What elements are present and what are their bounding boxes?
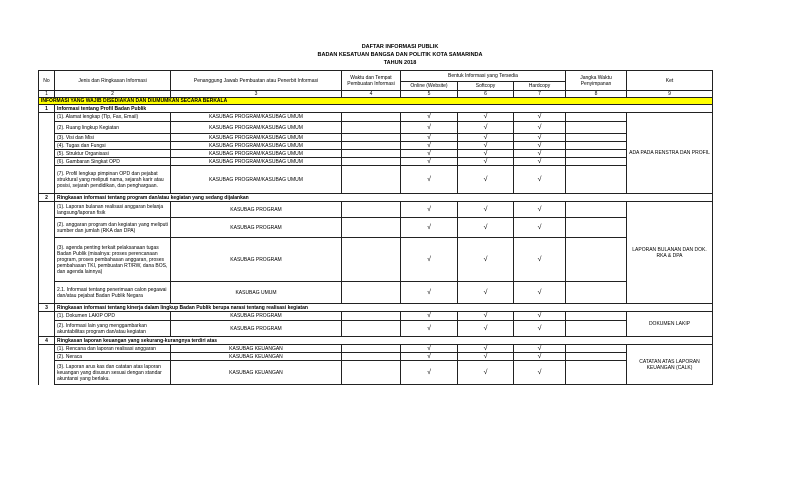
retention-period — [566, 218, 627, 238]
ket-note: ADA PADA RENSTRA DAN PROFIL — [627, 113, 713, 194]
header-penanggung: Penanggung Jawab Pembuatan atau Penerbit Informasi — [171, 71, 342, 91]
table-row — [39, 361, 713, 385]
retention-period — [566, 158, 627, 166]
column-number: 5 — [401, 91, 458, 98]
time-place — [342, 312, 401, 321]
header-no: No — [39, 71, 55, 91]
retention-period — [566, 202, 627, 218]
softcopy-check: √ — [458, 312, 514, 321]
retention-period — [566, 142, 627, 150]
softcopy-check: √ — [458, 142, 514, 150]
time-place — [342, 238, 401, 282]
hardcopy-check: √ — [514, 238, 566, 282]
responsible-party: KASUBAG PROGRAM/KASUBAG UMUM — [171, 158, 342, 166]
item-description: (7). Profil lengkap pimpinan OPD dan pejabat struktural yang meliputi nama, sejarah karir atau posisi, sejarah pendidikan, dan penghargaan. — [55, 166, 171, 194]
row-number — [39, 113, 55, 122]
hardcopy-check: √ — [514, 353, 566, 361]
header-ket: Ket — [627, 71, 713, 91]
retention-period — [566, 312, 627, 321]
header-softcopy: Softcopy — [458, 82, 514, 91]
ket-note: LAPORAN BULANAN DAN DOK. RKA & DPA — [627, 202, 713, 304]
column-number-row — [39, 91, 713, 98]
time-place — [342, 345, 401, 353]
softcopy-check: √ — [458, 353, 514, 361]
table-row — [39, 345, 713, 353]
row-number — [39, 218, 55, 238]
section-title: Informasi tentang Profil Badan Publik — [55, 105, 713, 113]
responsible-party: KASUBAG UMUM — [171, 282, 342, 304]
row-number — [39, 282, 55, 304]
column-number: 3 — [171, 91, 342, 98]
row-number — [39, 238, 55, 282]
header-jangka: Jangka Waktu Penyimpanan — [566, 71, 627, 91]
doc-title-3: TAHUN 2018 — [383, 60, 417, 66]
table-row — [39, 166, 713, 194]
row-number — [39, 142, 55, 150]
hardcopy-check: √ — [514, 134, 566, 142]
table-row — [39, 312, 713, 321]
table-row — [39, 150, 713, 158]
responsible-party: KASUBAG PROGRAM — [171, 312, 342, 321]
time-place — [342, 361, 401, 385]
ket-note: CATATAN ATAS LAPORAN KEUANGAN (CALK) — [627, 345, 713, 385]
table-row — [39, 353, 713, 361]
table-row — [39, 113, 713, 122]
retention-period — [566, 361, 627, 385]
row-number — [39, 312, 55, 321]
item-description: (1). Alamat lengkap (Tlp, Fax, Email) — [55, 113, 171, 122]
online-check: √ — [401, 150, 458, 158]
section-number: 1 — [39, 105, 55, 113]
item-description: (2). Neraca — [55, 353, 171, 361]
responsible-party: KASUBAG KEUANGAN — [171, 345, 342, 353]
online-check: √ — [401, 142, 458, 150]
banner-text: INFORMASI YANG WAJIB DISEDIAKAN DAN DIUMUMKAN SECARA BERKALA — [39, 98, 713, 105]
item-description: (2). Ruang lingkup Kegiatan — [55, 122, 171, 134]
online-check: √ — [401, 361, 458, 385]
online-check: √ — [401, 218, 458, 238]
column-number: 7 — [514, 91, 566, 98]
hardcopy-check: √ — [514, 282, 566, 304]
column-number: 1 — [39, 91, 55, 98]
softcopy-check: √ — [458, 238, 514, 282]
hardcopy-check: √ — [514, 158, 566, 166]
retention-period — [566, 345, 627, 353]
softcopy-check: √ — [458, 321, 514, 337]
retention-period — [566, 321, 627, 337]
table-row — [39, 202, 713, 218]
item-description: (3). Laporan arus kas dan catatan atas laporan keuangan yang disusun sesuai dengan standar akuntansi yang berlaku. — [55, 361, 171, 385]
retention-period — [566, 134, 627, 142]
softcopy-check: √ — [458, 218, 514, 238]
responsible-party: KASUBAG PROGRAM/KASUBAG UMUM — [171, 166, 342, 194]
responsible-party: KASUBAG PROGRAM/KASUBAG UMUM — [171, 150, 342, 158]
row-number — [39, 122, 55, 134]
column-number: 2 — [55, 91, 171, 98]
item-description: 2.1. Informasi tentang penerimaan calon pegawai dan/atau pejabat Badan Publik Negara — [55, 282, 171, 304]
column-number: 4 — [342, 91, 401, 98]
responsible-party: KASUBAG PROGRAM/KASUBAG UMUM — [171, 122, 342, 134]
softcopy-check: √ — [458, 122, 514, 134]
item-description: (6). Gambaran Singkat OPD — [55, 158, 171, 166]
responsible-party: KASUBAG PROGRAM — [171, 218, 342, 238]
row-number — [39, 150, 55, 158]
hardcopy-check: √ — [514, 361, 566, 385]
banner-row — [39, 98, 713, 105]
row-number — [39, 345, 55, 353]
row-number — [39, 166, 55, 194]
header-jenis: Jenis dan Ringkasan Informasi — [55, 71, 171, 91]
online-check: √ — [401, 282, 458, 304]
section-title: Ringkasan informasi tentang kinerja dalam lingkup Badan Publik berupa narasi tentang realisasi kegiatan — [55, 304, 713, 312]
online-check: √ — [401, 202, 458, 218]
table-body — [39, 98, 713, 385]
section-number: 3 — [39, 304, 55, 312]
table-row — [39, 134, 713, 142]
section-row — [39, 194, 713, 202]
column-number: 6 — [458, 91, 514, 98]
responsible-party: KASUBAG PROGRAM/KASUBAG UMUM — [171, 113, 342, 122]
retention-period — [566, 353, 627, 361]
softcopy-check: √ — [458, 202, 514, 218]
item-description: (2). anggaran program dan kegiatan yang meliputi sumber dan jumlah (RKA dan DPA) — [55, 218, 171, 238]
time-place — [342, 218, 401, 238]
online-check: √ — [401, 134, 458, 142]
softcopy-check: √ — [458, 166, 514, 194]
online-check: √ — [401, 312, 458, 321]
online-check: √ — [401, 122, 458, 134]
time-place — [342, 113, 401, 122]
table-row — [39, 142, 713, 150]
section-row — [39, 105, 713, 113]
responsible-party: KASUBAG KEUANGAN — [171, 353, 342, 361]
section-row — [39, 337, 713, 345]
doc-title-1: DAFTAR INFORMASI PUBLIK — [361, 44, 439, 50]
time-place — [342, 158, 401, 166]
item-description: (3). agenda penting terkait pelaksanaan tugas Badan Publik (misalnya: proses perencanaan program, proses pembahasan anggaran, proses pembahasan TKI, pembuatan RT/RW, dana BOS, dan agenda lainnya) — [55, 238, 171, 282]
time-place — [342, 353, 401, 361]
row-number — [39, 321, 55, 337]
online-check: √ — [401, 321, 458, 337]
doc-title-2: BADAN KESATUAN BANGSA DAN POLITIK KOTA SAMARINDA — [317, 52, 483, 58]
hardcopy-check: √ — [514, 122, 566, 134]
table-header — [39, 71, 713, 98]
row-number — [39, 158, 55, 166]
section-title: Ringkasan informasi tentang program dan/atau kegiatan yang sedang dijalankan — [55, 194, 713, 202]
item-description: (1). Rencana dan laporan realisasi anggaran — [55, 345, 171, 353]
row-number — [39, 134, 55, 142]
item-description: (5). Struktur Organisasi — [55, 150, 171, 158]
time-place — [342, 321, 401, 337]
time-place — [342, 202, 401, 218]
softcopy-check: √ — [458, 134, 514, 142]
hardcopy-check: √ — [514, 312, 566, 321]
column-number: 9 — [627, 91, 713, 98]
time-place — [342, 150, 401, 158]
header-bentuk: Bentuk Informasi yang Tersedia — [401, 71, 566, 82]
retention-period — [566, 282, 627, 304]
online-check: √ — [401, 238, 458, 282]
softcopy-check: √ — [458, 150, 514, 158]
information-table — [38, 70, 713, 385]
hardcopy-check: √ — [514, 113, 566, 122]
retention-period — [566, 113, 627, 122]
softcopy-check: √ — [458, 282, 514, 304]
item-description: (4). Tugas dan Fungsi — [55, 142, 171, 150]
time-place — [342, 134, 401, 142]
table-row — [39, 158, 713, 166]
header-waktu: Waktu dan Tempat Pembuatan Informasi — [342, 71, 401, 91]
responsible-party: KASUBAG PROGRAM — [171, 202, 342, 218]
section-row — [39, 304, 713, 312]
time-place — [342, 142, 401, 150]
section-number: 4 — [39, 337, 55, 345]
retention-period — [566, 166, 627, 194]
online-check: √ — [401, 353, 458, 361]
responsible-party: KASUBAG KEUANGAN — [171, 361, 342, 385]
time-place — [342, 282, 401, 304]
hardcopy-check: √ — [514, 142, 566, 150]
responsible-party: KASUBAG PROGRAM — [171, 238, 342, 282]
header-online: Online (Website) — [401, 82, 458, 91]
item-description: (3). Visi dan Misi — [55, 134, 171, 142]
hardcopy-check: √ — [514, 321, 566, 337]
hardcopy-check: √ — [514, 218, 566, 238]
table-row — [39, 238, 713, 282]
responsible-party: KASUBAG PROGRAM — [171, 321, 342, 337]
online-check: √ — [401, 345, 458, 353]
online-check: √ — [401, 166, 458, 194]
softcopy-check: √ — [458, 113, 514, 122]
hardcopy-check: √ — [514, 150, 566, 158]
online-check: √ — [401, 113, 458, 122]
row-number — [39, 202, 55, 218]
softcopy-check: √ — [458, 361, 514, 385]
item-description: (2). Informasi lain yang menggambarkan akuntabilitas program dan/atau kegiatan — [55, 321, 171, 337]
softcopy-check: √ — [458, 345, 514, 353]
section-title: Ringkasan laporan keuangan yang sekurang-kurangnya terdiri atas — [55, 337, 713, 345]
time-place — [342, 122, 401, 134]
hardcopy-check: √ — [514, 345, 566, 353]
table-row — [39, 122, 713, 134]
header-hardcopy: Hardcopy — [514, 82, 566, 91]
responsible-party: KASUBAG PROGRAM/KASUBAG UMUM — [171, 134, 342, 142]
softcopy-check: √ — [458, 158, 514, 166]
hardcopy-check: √ — [514, 166, 566, 194]
ket-note: DOKUMEN LAKIP — [627, 312, 713, 337]
section-number: 2 — [39, 194, 55, 202]
row-number — [39, 361, 55, 385]
table-row — [39, 321, 713, 337]
table-row — [39, 282, 713, 304]
item-description: (1). Laporan bulanan realisasi anggaran belanja langsung/laporan fisik — [55, 202, 171, 218]
hardcopy-check: √ — [514, 202, 566, 218]
retention-period — [566, 122, 627, 134]
responsible-party: KASUBAG PROGRAM/KASUBAG UMUM — [171, 142, 342, 150]
column-number: 8 — [566, 91, 627, 98]
retention-period — [566, 238, 627, 282]
table-row — [39, 218, 713, 238]
time-place — [342, 166, 401, 194]
online-check: √ — [401, 158, 458, 166]
retention-period — [566, 150, 627, 158]
row-number — [39, 353, 55, 361]
item-description: (1). Dokumen LAKIP OPD — [55, 312, 171, 321]
